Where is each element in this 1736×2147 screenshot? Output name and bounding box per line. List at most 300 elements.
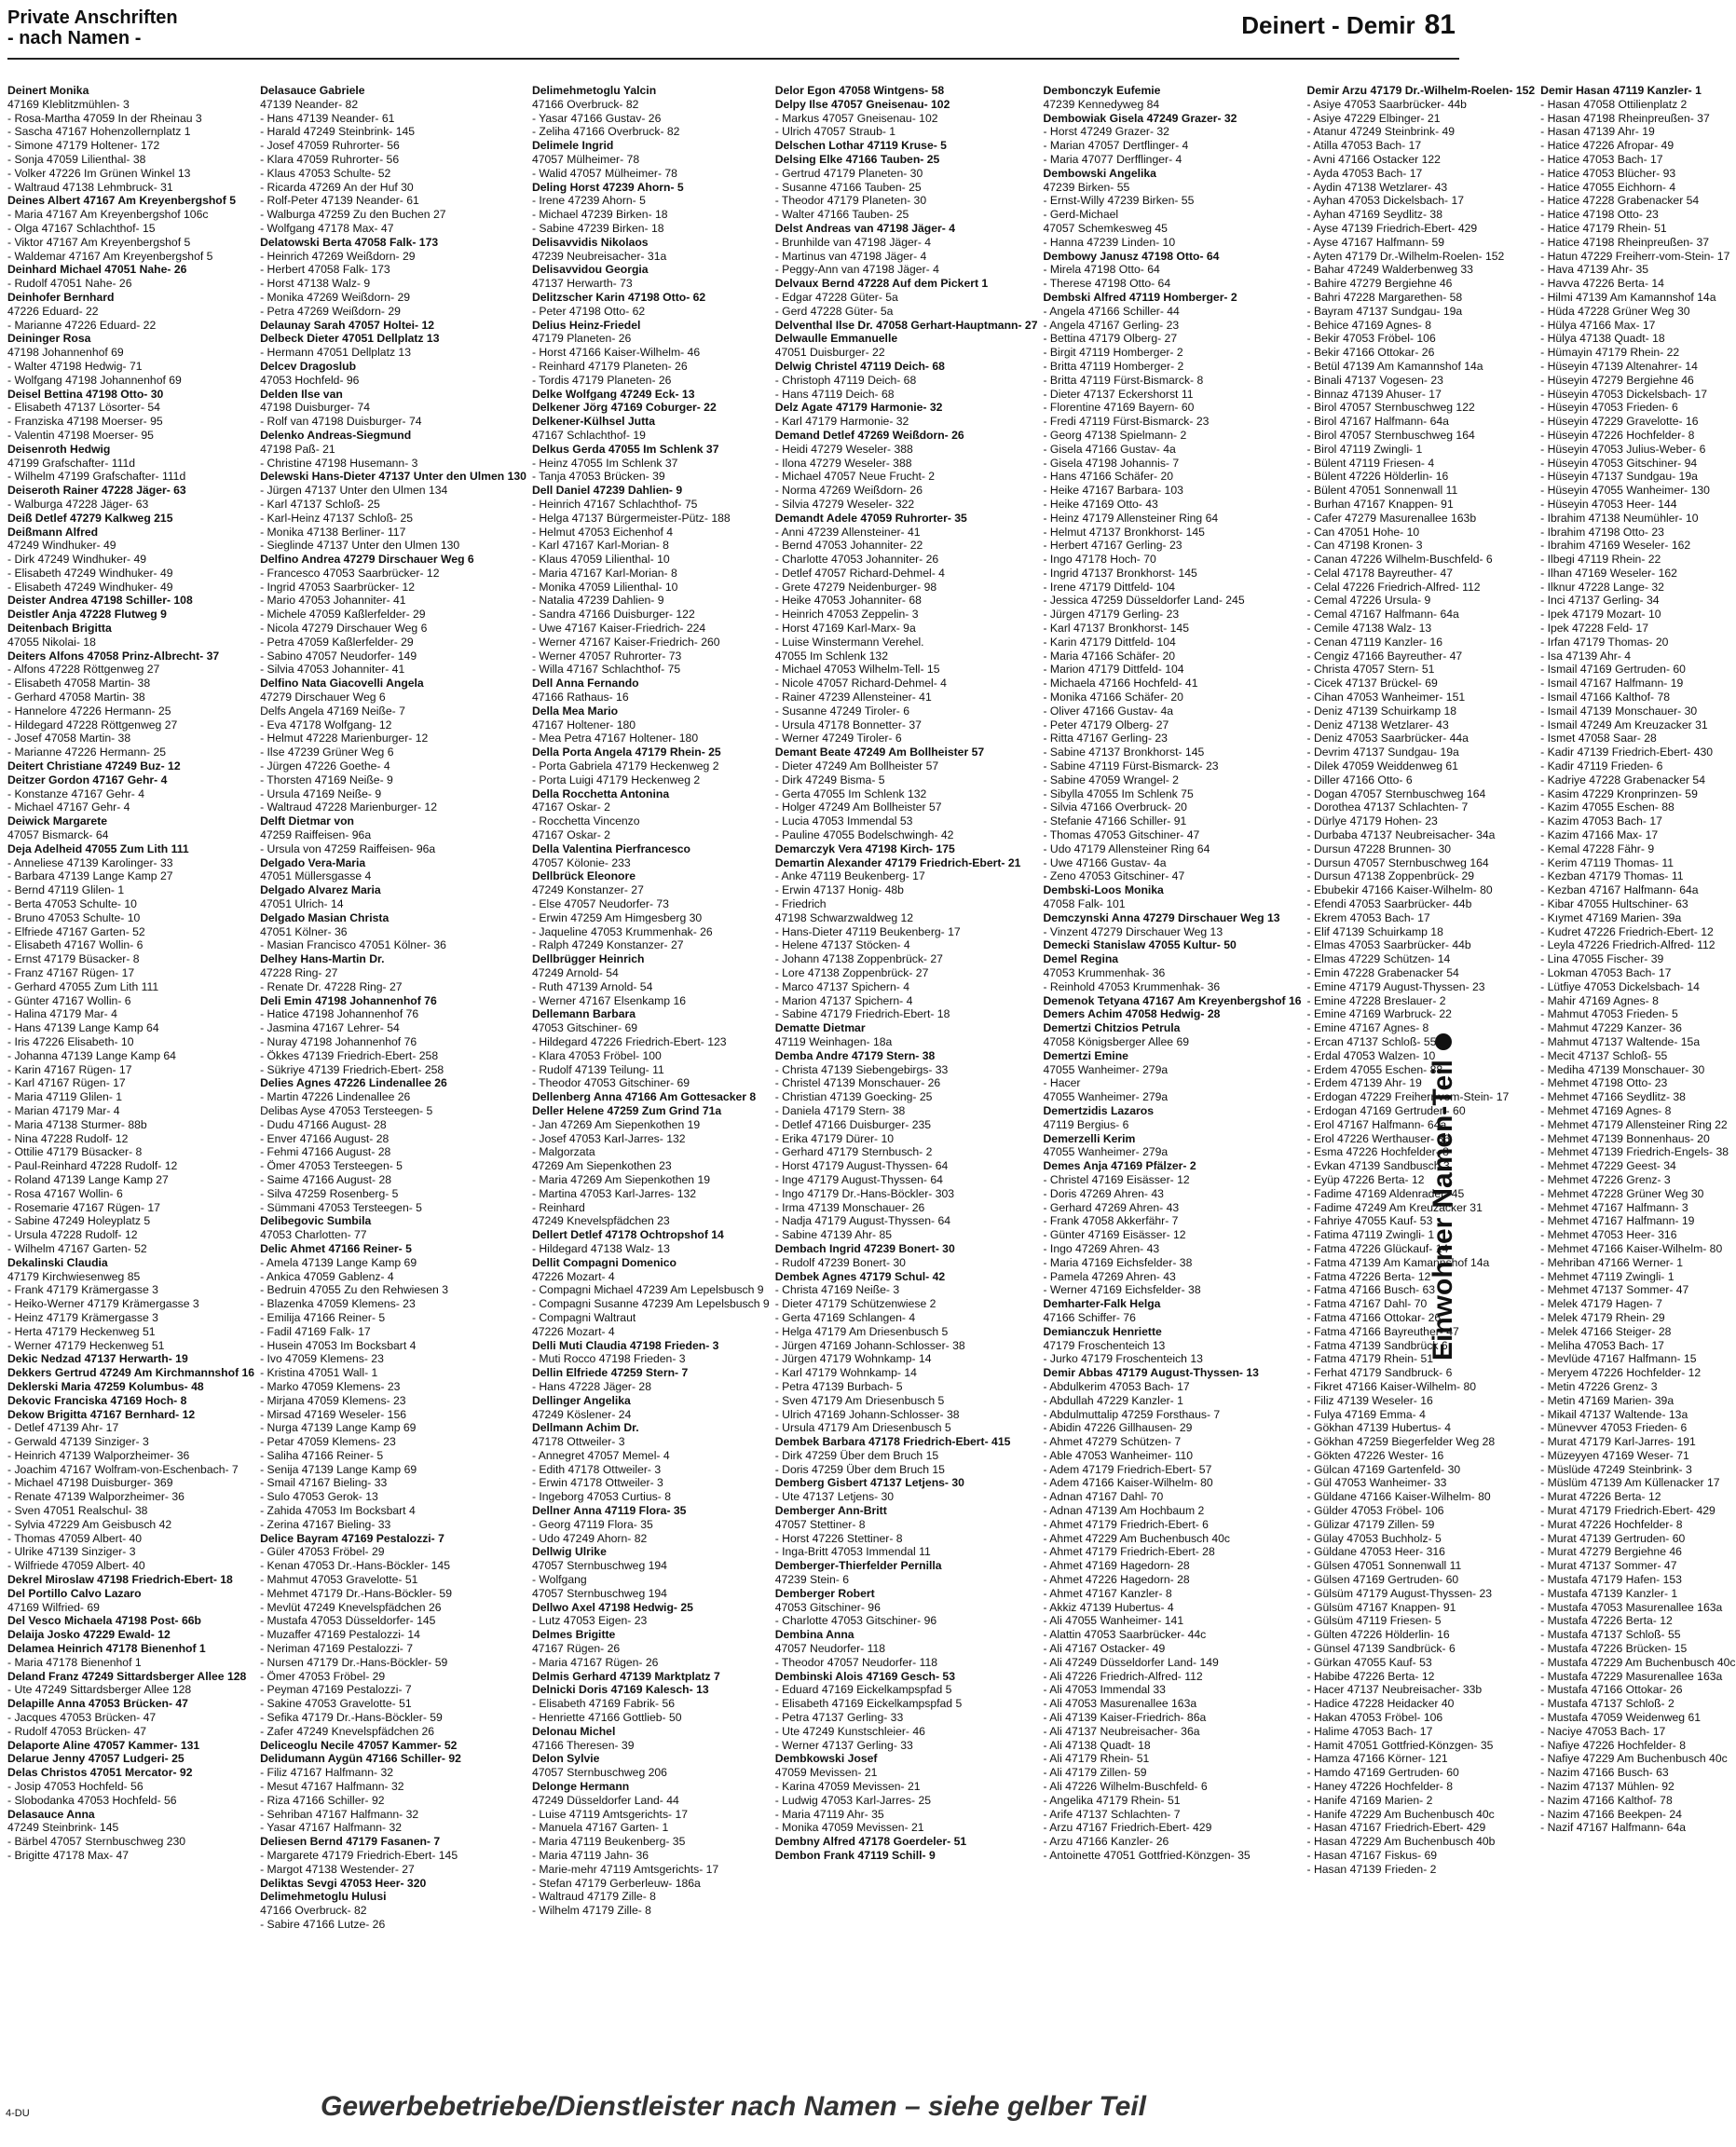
directory-entry: - Mustafa 47053 Masurenallee 163a [1540, 1600, 1723, 1614]
directory-entry: 47053 Krummenhak- 36 [1043, 966, 1166, 979]
directory-entry: - Hamdo 47169 Gertruden- 60 [1306, 1766, 1459, 1780]
directory-entry: - Irene 47239 Ahorn- 5 [531, 194, 646, 208]
directory-entry: - Cenan 47119 Kanzler- 16 [1306, 635, 1442, 649]
directory-entry: - Sonja 47059 Lilienthal- 38 [7, 152, 146, 166]
directory-entry: - Simone 47179 Holtener- 172 [7, 139, 160, 153]
directory-entry: - Dürlye 47179 Hohen- 23 [1306, 814, 1438, 828]
directory-entry: - Gülsüm 47119 Friesen- 5 [1306, 1614, 1442, 1628]
directory-entry: - Maria 47169 Eichsfelder- 38 [1043, 1255, 1193, 1269]
directory-entry: 47179 Kirchwiesenweg 85 [7, 1269, 141, 1283]
directory-entry: - Gülten 47226 Hölderlin- 16 [1306, 1628, 1450, 1642]
directory-entry: - Ruth 47139 Arnold- 54 [531, 979, 653, 993]
directory-entry: - Gerwald 47139 Sinziger- 3 [7, 1435, 149, 1449]
directory-entry: - Abdulmuttalip 47259 Forsthaus- 7 [1043, 1407, 1221, 1421]
directory-entry: - Henriette 47166 Gottlieb- 50 [531, 1711, 682, 1725]
directory-entry: - Sandra 47166 Duisburger- 122 [531, 608, 695, 622]
directory-entry: - Hüseyin 47137 Sundgau- 19a [1540, 470, 1698, 484]
directory-entry: - Sabine 47249 Holeyplatz 5 [7, 1214, 151, 1228]
directory-entry: - Gerhard 47269 Ahren- 43 [1043, 1200, 1180, 1214]
directory-surname-entry: Della Rocchetta Antonina [531, 786, 670, 800]
directory-entry: - Gerta 47055 Im Schlenk 132 [774, 786, 927, 800]
directory-entry: 47226 Mozart- 4 [531, 1324, 615, 1338]
directory-surname-entry: Delke Wolfgang 47249 Eck- 13 [531, 387, 695, 401]
directory-entry: - Naciye 47053 Bach- 17 [1540, 1724, 1666, 1738]
directory-entry: - Wilfriede 47059 Albert- 40 [7, 1559, 145, 1573]
directory-entry: - Antoinette 47051 Gottfried-Könzgen- 35 [1043, 1849, 1251, 1862]
directory-entry: - Emine 47228 Breslauer- 2 [1306, 993, 1446, 1007]
directory-entry: - Brunhilde van 47198 Jäger- 4 [774, 235, 932, 249]
directory-entry: - Sylvia 47229 Am Geisbusch 42 [7, 1517, 172, 1531]
directory-entry: - Jacques 47053 Brücken- 47 [7, 1711, 157, 1725]
directory-entry: - Emine 47169 Warbruck- 22 [1306, 1007, 1452, 1021]
directory-entry: - Ingo 47178 Hoch- 70 [1043, 553, 1156, 567]
directory-entry: - Mustafa 47059 Weidenweg 61 [1540, 1711, 1702, 1725]
directory-entry: - Stefan 47179 Gerberleuw- 186a [531, 1876, 701, 1890]
directory-surname-entry: Delgado Alvarez Maria [260, 883, 381, 897]
directory-entry: - Atilla 47053 Bach- 17 [1306, 139, 1422, 153]
directory-entry: - Metin 47169 Marien- 39a [1540, 1393, 1674, 1407]
directory-entry: 47166 Overbruck- 82 [531, 97, 639, 111]
directory-entry: - Bettina 47179 Olberg- 27 [1043, 332, 1178, 346]
directory-entry: - Rolf van 47198 Duisburger- 74 [260, 415, 422, 429]
directory-entry: - Birol 47057 Sternbuschweg 164 [1306, 428, 1475, 442]
directory-entry: - Daniela 47179 Stern- 38 [774, 1103, 906, 1117]
directory-entry: - Güldane 47053 Heer- 316 [1306, 1545, 1445, 1559]
directory-surname-entry: Delkus Gerda 47055 Im Schlenk 37 [531, 442, 719, 456]
directory-entry: - Günter 47169 Eisässer- 12 [1043, 1228, 1186, 1242]
directory-surname-entry: Demes Anja 47169 Pfälzer- 2 [1043, 1159, 1196, 1173]
directory-entry: - Ayda 47053 Bach- 17 [1306, 166, 1423, 180]
directory-entry: - Monika 47138 Berliner- 117 [260, 525, 406, 539]
directory-entry: - Ökkes 47139 Friedrich-Ebert- 258 [260, 1048, 439, 1062]
directory-entry: - Sibylla 47055 Im Schlenk 75 [1043, 786, 1194, 800]
directory-entry: - Müzeyyen 47169 Weser- 71 [1540, 1448, 1689, 1462]
directory-entry: - Maria 47119 Glilen- 1 [7, 1090, 123, 1104]
directory-entry: - Ingo 47269 Ahren- 43 [1043, 1241, 1160, 1255]
directory-surname-entry: Deja Adelheid 47055 Zum Lith 111 [7, 841, 189, 855]
directory-entry: - Marian 47057 Dertflinger- 4 [1043, 139, 1189, 153]
directory-entry: - Melek 47166 Steiger- 28 [1540, 1324, 1672, 1338]
directory-surname-entry: Delies Agnes 47226 Lindenallee 26 [260, 1076, 447, 1090]
directory-entry: - Efendi 47053 Saarbrücker- 44b [1306, 897, 1472, 911]
directory-entry: - Saime 47166 August- 28 [260, 1172, 392, 1186]
directory-entry: - Florentine 47169 Bayern- 60 [1043, 401, 1195, 415]
directory-entry: - Waltraud 47228 Marienburger- 12 [260, 800, 437, 814]
directory-entry: - Kazim 47166 Max- 17 [1540, 828, 1659, 842]
directory-entry: - Michael 47239 Birken- 18 [531, 208, 668, 222]
directory-entry: 47119 Weinhagen- 18a [774, 1034, 893, 1048]
directory-entry: - Cengiz 47166 Bayreuther- 47 [1306, 649, 1463, 663]
directory-entry: - Hüda 47228 Grüner Weg 30 [1540, 304, 1690, 318]
directory-entry: - Britta 47119 Homberger- 2 [1043, 359, 1184, 373]
directory-surname-entry: Dembach Ingrid 47239 Bonert- 30 [774, 1241, 955, 1255]
directory-entry: 47249 Konstanzer- 27 [531, 883, 644, 897]
directory-entry: - Asiye 47229 Elbinger- 21 [1306, 111, 1441, 125]
directory-entry: 47226 Mozart- 4 [531, 1269, 615, 1283]
directory-entry: - Adem 47179 Friedrich-Ebert- 57 [1043, 1462, 1212, 1476]
directory-entry: - Sascha 47167 Hohenzollernplatz 1 [7, 125, 191, 139]
directory-surname-entry: Demenok Tetyana 47167 Am Kreyenbergshof 16 [1043, 993, 1302, 1007]
directory-entry: 47167 Rügen- 26 [531, 1642, 621, 1656]
directory-entry: - Klaus 47059 Lilienthal- 10 [531, 553, 670, 567]
directory-entry: - Can 47198 Kronen- 3 [1306, 539, 1423, 553]
directory-surname-entry: Deinhard Michael 47051 Nahe- 26 [7, 263, 187, 277]
directory-entry: - Mehmet 47228 Grüner Weg 30 [1540, 1186, 1704, 1200]
directory-entry: - Fadime 47169 Aldenrader- 45 [1306, 1186, 1465, 1200]
directory-surname-entry: Deiß Detlef 47279 Kalkweg 215 [7, 511, 173, 525]
directory-surname-entry: Deiwick Margarete [7, 814, 108, 828]
directory-entry: - Hatice 47053 Bach- 17 [1540, 152, 1663, 166]
directory-surname-entry: Demir Hasan 47119 Kanzler- 1 [1540, 84, 1702, 97]
directory-entry: - Franziska 47198 Moerser- 95 [7, 415, 163, 429]
directory-entry: - Hülya 47138 Quadt- 18 [1540, 332, 1665, 346]
directory-entry: - Dorothea 47137 Schlachten- 7 [1306, 800, 1469, 814]
directory-entry: - Gülder 47053 Fröbel- 106 [1306, 1504, 1444, 1518]
directory-entry: - Kezban 47167 Halfmann- 64a [1540, 883, 1699, 897]
directory-entry: 47166 Overbruck- 82 [260, 1904, 367, 1918]
directory-entry: - Martin 47226 Lindenallee 26 [260, 1090, 411, 1104]
directory-entry: - Murat 47139 Gertruden- 60 [1540, 1531, 1686, 1545]
directory-entry: - Gürkan 47055 Kauf- 53 [1306, 1655, 1432, 1669]
directory-entry: - Grete 47279 Neidenburger- 98 [774, 580, 937, 594]
directory-surname-entry: Delidumann Aygün 47166 Schiller- 92 [260, 1752, 461, 1766]
directory-entry: - Georg 47119 Flora- 35 [531, 1517, 653, 1531]
directory-entry: - Silvia 47166 Overbruck- 20 [1043, 800, 1187, 814]
directory-entry: - Malgorzata [531, 1145, 595, 1159]
directory-entry: - Josef 47058 Martin- 38 [7, 732, 131, 745]
directory-entry: - Karl 47179 Wohnkamp- 14 [774, 1366, 917, 1380]
directory-entry: - Abdullah 47229 Kanzler- 1 [1043, 1393, 1183, 1407]
directory-entry: - Sabine 47239 Birken- 18 [531, 221, 664, 235]
directory-entry: - Nurga 47139 Lange Kamp 69 [260, 1421, 417, 1435]
directory-surname-entry: Delgado Vera-Maria [260, 855, 366, 869]
directory-entry: - Sabire 47166 Lutze- 26 [260, 1917, 386, 1931]
directory-surname-entry: Deli Emin 47198 Johannenhof 76 [260, 993, 437, 1007]
directory-entry: - Elmas 47053 Saarbrücker- 44b [1306, 938, 1471, 952]
directory-entry: - Mehmet 47166 Seydlitz- 38 [1540, 1090, 1686, 1104]
directory-entry: - Nazif 47167 Halfmann- 64a [1540, 1821, 1686, 1835]
directory-entry: - Hasan 47167 Friedrich-Ebert- 429 [1306, 1821, 1486, 1835]
directory-entry: - Ulrich 47057 Straub- 1 [774, 125, 896, 139]
directory-surname-entry: Delnicki Doris 47169 Kalesch- 13 [531, 1683, 709, 1697]
directory-entry: - Hadice 47228 Heidacker 40 [1306, 1697, 1455, 1711]
directory-entry: - Hüseyin 47229 Gravelotte- 16 [1540, 415, 1699, 429]
directory-entry: 47055 Wanheimer- 279a [1043, 1145, 1169, 1159]
directory-entry: - Birol 47167 Halfmann- 64a [1306, 415, 1449, 429]
directory-entry: 47167 Schlachthof- 19 [531, 428, 646, 442]
directory-entry: 47166 Rathaus- 16 [531, 691, 629, 704]
directory-entry: - Hasan 47229 Am Buchenbusch 40b [1306, 1835, 1496, 1849]
directory-entry: - Ismail 47249 Am Kreuzacker 31 [1540, 718, 1708, 732]
directory-entry: - Mehmet 47229 Geest- 34 [1540, 1159, 1676, 1173]
directory-entry: - Helmut 47053 Eichenhof 4 [531, 525, 674, 539]
directory-entry: - Behice 47169 Agnes- 8 [1306, 318, 1432, 332]
directory-entry: - Josef 47053 Karl-Jarres- 132 [531, 1131, 686, 1145]
directory-column [532, 84, 770, 2059]
directory-entry: - Mustafa 47229 Masurenallee 163a [1540, 1669, 1723, 1683]
directory-entry: - Hatice 47179 Rhein- 51 [1540, 221, 1667, 235]
directory-entry: - Kudret 47226 Friedrich-Ebert- 12 [1540, 924, 1714, 938]
directory-entry: - Mahmut 47053 Frieden- 5 [1540, 1007, 1678, 1021]
directory-entry: - Mahmut 47137 Waltende- 15a [1540, 1034, 1701, 1048]
directory-entry: - Betül 47139 Am Kamannshof 14a [1306, 359, 1483, 373]
directory-entry: 47249 Arnold- 54 [531, 966, 619, 979]
directory-entry: - Hildegard 47138 Walz- 13 [531, 1241, 670, 1255]
directory-entry: - Münevver 47053 Frieden- 6 [1540, 1421, 1688, 1435]
directory-entry: - Gülsüm 47167 Knappen- 91 [1306, 1600, 1456, 1614]
directory-entry: - Karina 47059 Mevissen- 21 [774, 1780, 921, 1794]
directory-entry: - Zeliha 47166 Overbruck- 82 [531, 125, 680, 139]
directory-entry: - Valentin 47198 Moerser- 95 [7, 428, 154, 442]
directory-entry: - Alattin 47053 Saarbrücker- 44c [1043, 1628, 1207, 1642]
directory-entry: - Charlotte 47053 Gitschiner- 96 [774, 1614, 937, 1628]
directory-entry: - Hüseyin 47053 Heer- 144 [1540, 497, 1677, 511]
directory-entry: 47057 Bismarck- 64 [7, 828, 109, 842]
directory-entry: - Peter 47179 Olberg- 27 [1043, 718, 1169, 732]
directory-surname-entry: Demerzelli Kerim [1043, 1131, 1136, 1145]
directory-entry: - Lore 47138 Zoppenbrück- 27 [774, 966, 929, 979]
directory-entry: - Atanur 47249 Steinbrink- 49 [1306, 125, 1456, 139]
directory-entry: - Sven 47179 Am Driesenbusch 5 [774, 1393, 945, 1407]
directory-entry: - Theodor 47179 Planeten- 30 [774, 194, 927, 208]
directory-entry: - Blazenka 47059 Klemens- 23 [260, 1297, 416, 1311]
directory-entry: - Deniz 47053 Saarbrücker- 44a [1306, 732, 1469, 745]
directory-entry: 47169 Wilfried- 69 [7, 1600, 100, 1614]
directory-entry: - Ömer 47053 Fröbel- 29 [260, 1669, 386, 1683]
directory-surname-entry: Delitzscher Karin 47198 Otto- 62 [531, 290, 706, 304]
directory-entry: - Christa 47139 Siebengebirgs- 33 [774, 1062, 949, 1076]
directory-entry: 47058 Falk- 101 [1043, 897, 1126, 911]
directory-entry: - Amela 47139 Lange Kamp 69 [260, 1255, 417, 1269]
directory-surname-entry: Delventhal Ilse Dr. 47058 Gerhart-Hauptmann- 27 [774, 318, 1038, 332]
directory-entry: - Lucia 47053 Immendal 53 [774, 814, 913, 828]
directory-entry: - Werner 47167 Elsenkamp 16 [531, 993, 687, 1007]
directory-entry: - Ercan 47137 Schloß- 55 [1306, 1034, 1437, 1048]
directory-surname-entry: Deitert Christiane 47249 Buz- 12 [7, 759, 181, 773]
directory-entry: - Herbert 47058 Falk- 173 [260, 263, 390, 277]
directory-entry: - Elif 47139 Schuirkamp 18 [1306, 924, 1443, 938]
directory-entry: - Lokman 47053 Bach- 17 [1540, 966, 1672, 979]
directory-entry: - Devrim 47137 Sundgau- 19a [1306, 745, 1459, 759]
directory-entry: 47053 Charlotten- 77 [260, 1228, 367, 1242]
directory-surname-entry: Dellbrück Eleonore [531, 869, 636, 883]
directory-entry: - Hanife 47169 Marien- 2 [1306, 1793, 1433, 1807]
directory-surname-entry: Deliesen Bernd 47179 Fasanen- 7 [260, 1835, 441, 1849]
directory-entry: 47249 Knevelspfädchen 23 [531, 1214, 670, 1228]
directory-entry: - Cemal 47167 Halfmann- 64a [1306, 608, 1459, 622]
directory-entry: - Barbara 47139 Lange Kamp 27 [7, 869, 173, 883]
directory-entry: - Slobodanka 47053 Hochfeld- 56 [7, 1793, 177, 1807]
side-label-line-2: Namen-Teil [1428, 1060, 1458, 1209]
directory-entry: - Annegret 47057 Memel- 4 [531, 1448, 670, 1462]
directory-entry: - Erdem 47055 Eschen- 88 [1306, 1062, 1443, 1076]
directory-entry: - Anni 47239 Allensteiner- 41 [774, 525, 921, 539]
directory-entry: - Monika 47059 Mevissen- 21 [774, 1821, 924, 1835]
directory-entry: - Ali 47137 Neubreisacher- 36a [1043, 1724, 1200, 1738]
directory-entry: 47279 Dirschauer Weg 6 [260, 691, 386, 704]
directory-entry: - Margot 47138 Westender- 27 [260, 1862, 415, 1876]
directory-entry: - Fulya 47169 Emma- 4 [1306, 1407, 1426, 1421]
directory-entry: 47249 Steinbrink- 145 [7, 1821, 119, 1835]
directory-entry: - Ismet 47058 Saar- 28 [1540, 732, 1657, 745]
directory-entry: - Bülent 47051 Sonnenwall 11 [1306, 484, 1458, 498]
directory-entry: - Saliha 47166 Reiner- 5 [260, 1448, 384, 1462]
directory-entry: - Enver 47166 August- 28 [260, 1131, 390, 1145]
directory-entry: - Abdulkerim 47053 Bach- 17 [1043, 1379, 1190, 1393]
directory-entry: 47226 Eduard- 22 [7, 304, 99, 318]
directory-entry: - Ute 47249 Kunstschleier- 46 [774, 1724, 925, 1738]
directory-entry: - Elisabeth 47137 Lösorter- 54 [7, 401, 160, 415]
directory-entry: 47198 Schwarzwaldweg 12 [774, 910, 914, 924]
directory-entry: - Joachim 47167 Wolfram-von-Eschenbach- 7 [7, 1462, 239, 1476]
directory-entry: - Josef 47059 Ruhrorter- 56 [260, 139, 400, 153]
directory-entry: 47053 Gitschiner- 96 [774, 1600, 881, 1614]
directory-entry: - Sieglinde 47137 Unter den Ulmen 130 [260, 539, 460, 553]
directory-entry: - Ayse 47167 Halfmann- 59 [1306, 235, 1445, 249]
directory-entry: - Hüseyin 47055 Wanheimer- 130 [1540, 484, 1710, 498]
directory-entry: - Theodor 47057 Neudorfer- 118 [774, 1655, 938, 1669]
directory-entry: - Maria 47119 Ahr- 35 [774, 1807, 884, 1821]
directory-surname-entry: Deliceoglu Necile 47057 Kammer- 52 [260, 1738, 458, 1752]
directory-entry: - Hildegard 47228 Röttgenweg 27 [7, 718, 178, 732]
directory-entry: - Wilhelm 47179 Zille- 8 [531, 1904, 651, 1918]
directory-surname-entry: Delfino Nata Giacovelli Angela [260, 677, 424, 691]
directory-entry: - Werner 47249 Tiroler- 6 [774, 732, 902, 745]
directory-entry: - Ivo 47059 Klemens- 23 [260, 1352, 384, 1366]
directory-entry: - Gülay 47053 Buchholz- 5 [1306, 1531, 1442, 1545]
directory-entry: - Nuray 47198 Johannenhof 76 [260, 1034, 417, 1048]
directory-surname-entry: Delpy Ilse 47057 Gneisenau- 102 [774, 97, 950, 111]
directory-entry: - Emilija 47166 Reiner- 5 [260, 1310, 386, 1324]
directory-surname-entry: Delschen Lothar 47119 Kruse- 5 [774, 139, 947, 153]
directory-entry: - Arife 47137 Schlachten- 7 [1043, 1807, 1181, 1821]
directory-entry: - Able 47053 Wanheimer- 110 [1043, 1448, 1194, 1462]
directory-entry: - Silva 47259 Rosenberg- 5 [260, 1186, 399, 1200]
directory-column [775, 84, 1038, 2059]
directory-entry: - Bülent 47226 Hölderlin- 16 [1306, 470, 1449, 484]
directory-entry: - Bahire 47279 Bergiehne 46 [1306, 277, 1453, 291]
directory-entry: Delibas Ayse 47053 Tersteegen- 5 [260, 1103, 433, 1117]
directory-surname-entry: Delli Muti Claudia 47198 Frieden- 3 [531, 1338, 719, 1352]
directory-entry: - Erol 47226 Werthauser- 86 [1306, 1131, 1451, 1145]
page-number: 81 [1424, 9, 1456, 40]
directory-surname-entry: Delarue Jenny 47057 Ludgeri- 25 [7, 1752, 185, 1766]
directory-entry: - Elisabeth 47169 Fabrik- 56 [531, 1697, 676, 1711]
directory-entry: - Sabino 47057 Neudorfer- 149 [260, 649, 417, 663]
directory-entry: - Herta 47179 Heckenweg 51 [7, 1324, 156, 1338]
directory-entry: - Herbert 47167 Gerling- 23 [1043, 539, 1182, 553]
directory-entry: - Fahriye 47055 Kauf- 53 [1306, 1214, 1433, 1228]
directory-surname-entry: Dell Daniel 47239 Dahlien- 9 [531, 484, 683, 498]
directory-entry: - Mikail 47137 Waltende- 13a [1540, 1407, 1688, 1421]
directory-entry: - Avni 47166 Ostacker 122 [1306, 152, 1441, 166]
directory-entry: - Melek 47179 Hagen- 7 [1540, 1297, 1662, 1311]
directory-entry: - Hasan 47139 Ahr- 19 [1540, 125, 1655, 139]
directory-entry: - Wolfgang 47178 Max- 47 [260, 221, 394, 235]
header-range-title: Deinert - Demir [1241, 11, 1415, 39]
directory-entry: - Rosa 47167 Wollin- 6 [7, 1186, 123, 1200]
directory-entry: - Murat 47179 Friedrich-Ebert- 429 [1540, 1504, 1715, 1518]
directory-entry: - Muti Rocco 47198 Frieden- 3 [531, 1352, 686, 1366]
directory-entry: - Eva 47178 Wolfgang- 12 [260, 718, 392, 732]
directory-entry: - Ahmet 47226 Hagedorn- 28 [1043, 1573, 1190, 1587]
directory-surname-entry: Delst Andreas van 47198 Jäger- 4 [774, 221, 956, 235]
directory-entry: - Gül 47053 Wanheimer- 33 [1306, 1476, 1447, 1490]
directory-entry: - Johanna 47139 Lange Kamp 64 [7, 1048, 176, 1062]
directory-entry: - Birol 47119 Zwingli- 1 [1306, 442, 1423, 456]
directory-entry: - Hatice 47198 Otto- 23 [1540, 208, 1659, 222]
directory-entry: - Adnan 47139 Am Hochbaum 2 [1043, 1504, 1205, 1518]
directory-entry: - Riza 47166 Schiller- 92 [260, 1793, 385, 1807]
directory-entry: - Michael 47167 Gehr- 4 [7, 800, 130, 814]
directory-entry: - Mea Petra 47167 Holtener- 180 [531, 732, 699, 745]
directory-surname-entry: Dekkers Gertrud 47249 Am Kirchmannshof 16 [7, 1366, 255, 1380]
directory-entry: - Christa 47057 Stern- 51 [1306, 663, 1435, 677]
directory-entry: - Ursula 47179 Am Driesenbusch 5 [774, 1421, 951, 1435]
directory-entry: - Maria 47167 Rügen- 26 [531, 1655, 659, 1669]
directory-entry: - Hans 47139 Neander- 61 [260, 111, 395, 125]
directory-entry: - Dieter 47249 Am Bollheister 57 [774, 759, 939, 773]
directory-entry: - Hüseyin 47139 Altenahrer- 14 [1540, 359, 1698, 373]
directory-column [7, 84, 254, 2059]
directory-entry: - Jürgen 47179 Gerling- 23 [1043, 608, 1180, 622]
directory-entry: - Hamit 47051 Gottfried-Könzgen- 35 [1306, 1738, 1494, 1752]
directory-surname-entry: Della Porta Angela 47179 Rhein- 25 [531, 745, 721, 759]
directory-surname-entry: Dembek Barbara 47178 Friedrich-Ebert- 415 [774, 1435, 1011, 1449]
directory-entry: - Ali 47179 Rhein- 51 [1043, 1752, 1150, 1766]
directory-surname-entry: Delz Agate 47179 Harmonie- 32 [774, 401, 943, 415]
directory-entry: 47057 Sternbuschweg 206 [531, 1766, 667, 1780]
directory-entry: - Walid 47057 Mülheimer- 78 [531, 166, 677, 180]
directory-entry: - Helga 47179 Am Driesenbusch 5 [774, 1324, 949, 1338]
directory-entry: 47239 Kennedyweg 84 [1043, 97, 1160, 111]
directory-entry: - Christel 47139 Monschauer- 26 [774, 1076, 941, 1090]
directory-entry: - Renate 47139 Walporzheimer- 36 [7, 1490, 185, 1504]
directory-surname-entry: Deitenbach Brigitta [7, 622, 112, 636]
directory-entry: - Inci 47137 Gerling- 34 [1540, 594, 1660, 608]
directory-surname-entry: Deller Helene 47259 Zum Grind 71a [531, 1103, 722, 1117]
directory-entry: - Jaqueline 47053 Krummenhak- 26 [531, 924, 713, 938]
directory-entry: - Hermann 47051 Dellplatz 13 [260, 346, 411, 360]
directory-entry: - Christa 47169 Neiße- 3 [774, 1283, 900, 1297]
directory-entry: - Hüseyin 47053 Dickelsbach- 17 [1540, 387, 1707, 401]
directory-entry: - Diller 47166 Otto- 6 [1306, 773, 1413, 786]
directory-surname-entry: Dembina Anna [774, 1628, 854, 1642]
directory-entry: - Meryem 47226 Hochfelder- 12 [1540, 1366, 1702, 1380]
directory-surname-entry: Dellbrügger Heinrich [531, 952, 645, 966]
directory-entry: - Detlef 47057 Richard-Dehmel- 4 [774, 566, 945, 580]
directory-entry: 47055 Wanheimer- 279a [1043, 1090, 1169, 1104]
directory-entry: - Fikret 47166 Kaiser-Wilhelm- 80 [1306, 1379, 1477, 1393]
directory-entry: - Ulrich 47169 Johann-Schlosser- 38 [774, 1407, 960, 1421]
directory-entry: - Eduard 47169 Eickelkampspfad 5 [774, 1683, 952, 1697]
header-line-2: - nach Namen - [7, 28, 142, 48]
directory-entry: - Roland 47139 Lange Kamp 27 [7, 1172, 169, 1186]
directory-entry: - Tanja 47053 Brücken- 39 [531, 470, 665, 484]
directory-entry: - Udo 47249 Ahorn- 82 [531, 1531, 648, 1545]
directory-entry: - Ali 47053 Immendal 33 [1043, 1683, 1166, 1697]
directory-entry: - Olga 47167 Schlachthof- 15 [7, 221, 156, 235]
directory-entry: 47137 Herwarth- 73 [531, 277, 633, 291]
directory-entry: - Bernd 47053 Johanniter- 22 [774, 539, 923, 553]
directory-entry: - Kerim 47119 Thomas- 11 [1540, 855, 1674, 869]
directory-entry: - Binali 47137 Vogesen- 23 [1306, 373, 1443, 387]
directory-entry: - Eyüp 47226 Berta- 12 [1306, 1172, 1425, 1186]
directory-surname-entry: Deinert Monika [7, 84, 89, 97]
directory-entry: - Hans 47139 Lange Kamp 64 [7, 1021, 159, 1035]
directory-surname-entry: Delatowski Berta 47058 Falk- 173 [260, 235, 439, 249]
directory-entry: - Luise 47119 Amtsgerichts- 17 [531, 1807, 689, 1821]
